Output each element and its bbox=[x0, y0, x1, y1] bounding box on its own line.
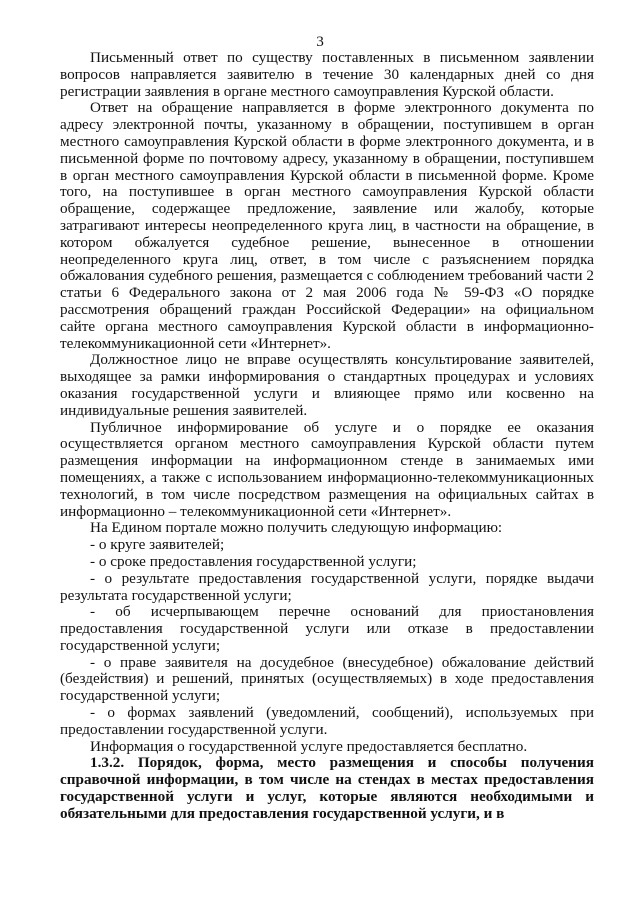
list-item: - о формах заявлений (уведомлений, сообщений), используемых при предоставлении государственной услуги. bbox=[60, 704, 594, 738]
paragraph-official-limits: Должностное лицо не вправе осуществлять консультирование заявителей, выходящее за рамки информирования о стандартных процедурах и условиях оказания государственной услуги и влияющее прямо или косвенно на индивидуальные решения заявителей. bbox=[60, 351, 594, 419]
list-item: - о сроке предоставления государственной услуги; bbox=[90, 552, 417, 570]
section-heading-1-3-2: 1.3.2. Порядок, форма, место размещения и способы получения справочной информации, в том числе на стендах в местах предоставления государственной услуги и услуг, которые являются необходимыми и обязательными для предоставления государственной услуги, и в bbox=[60, 754, 594, 822]
document-body bbox=[60, 50, 594, 823]
page-number: 3 bbox=[316, 33, 324, 50]
paragraph-public-informing: Публичное информирование об услуге и о порядке ее оказания осуществляется органом местного самоуправления Курской области путем размещения информации на информационном стенде в занимаемых ими помещениях, а также с использованием информационно-телекоммуникационных технологий, в том числе посредством размещения на официальных сайтах в информационно – телекоммуникационной сети «Интернет». bbox=[60, 418, 594, 520]
paragraph-written-reply: Письменный ответ по существу поставленных в письменном заявлении вопросов направляется заявителю в течение 30 календарных дней со дня регистрации заявления в органе местного самоуправления Курской области. bbox=[60, 49, 594, 100]
paragraph-free-of-charge: Информация о государственной услуге предоставляется бесплатно. bbox=[90, 737, 528, 755]
list-item: - об исчерпывающем перечне оснований для приостановления предоставления государственной услуги или отказе в предоставлении государственной услуги; bbox=[60, 603, 594, 654]
paragraph-portal-intro: На Едином портале можно получить следующую информацию: bbox=[90, 519, 503, 537]
list-item: - о результате предоставления государственной услуги, порядке выдачи результата государственной услуги; bbox=[60, 569, 594, 604]
list-item: - о праве заявителя на досудебное (внесудебное) обжалование действий (бездействия) и решений, принятых (осуществляемых) в ходе предоставления государственной услуги; bbox=[60, 653, 594, 705]
list-item: - о круге заявителей; bbox=[90, 536, 225, 554]
paragraph-reply-form: Ответ на обращение направляется в форме электронного документа по адресу электронной почты, указанному в обращении, поступившем в орган местного самоуправления Курской области в форме электронного документа, и в письменной форме по почтовому адресу, указанному в обращении, поступившем в орган местного самоуправления Курской области в письменной форме. Кроме того, на поступившее в орган местного самоуправления Курской области обращение, содержащее предложение, заявление или жалобу, которые затрагивают интересы неопределенного круга лиц, в частности на обращение, в котором обжалуется судебное решение, вынесенное в отношении неопределенного круга лиц, ответ, в том числе с разъяснением порядка обжалования судебного решения, размещается с соблюдением требований части 2 статьи 6 Федерального закона от 2 мая 2006 года № 59-ФЗ «О порядке рассмотрения обращений граждан Российской Федерации» на официальном сайте органа местного самоуправления Курской области в информационно-телекоммуникационной сети «Интернет». bbox=[60, 99, 594, 352]
